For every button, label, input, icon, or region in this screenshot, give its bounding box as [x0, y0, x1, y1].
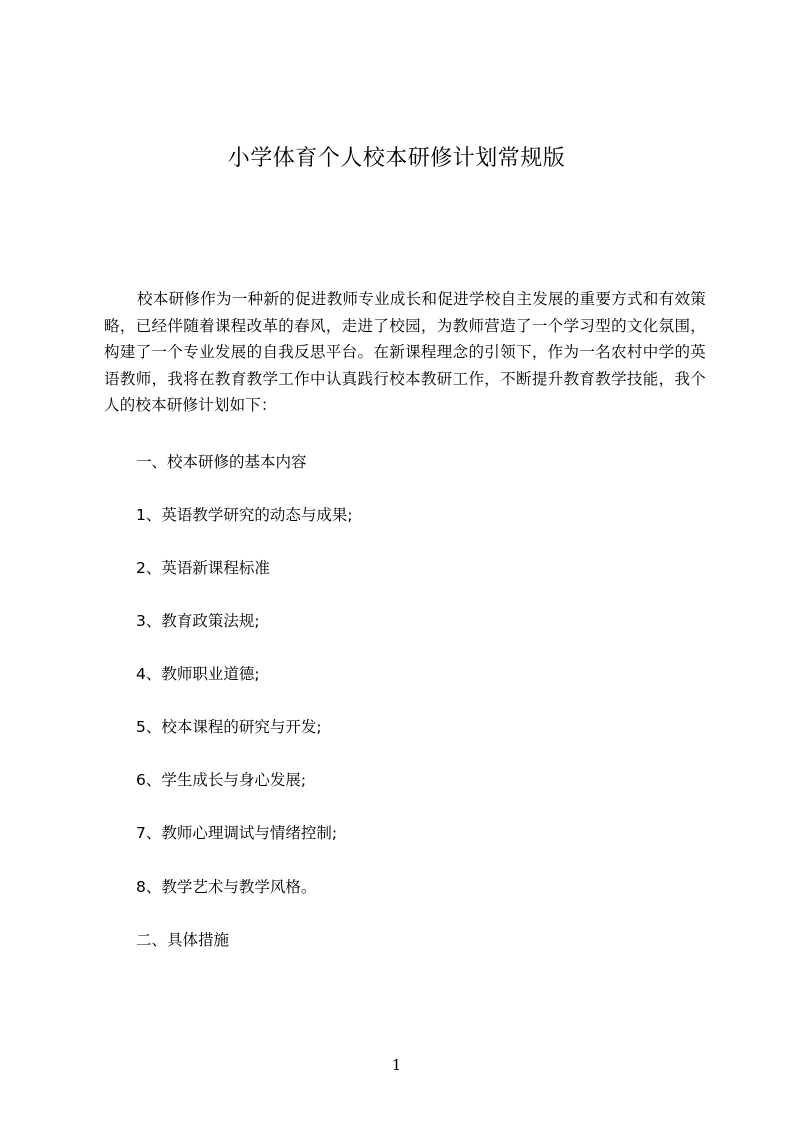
list-item: 7、教师心理调试与情绪控制;	[136, 824, 338, 842]
page-number: 1	[391, 1056, 402, 1074]
list-item: 8、教学艺术与教学风格。	[136, 878, 317, 896]
section-heading-measures: 二、具体措施	[136, 931, 230, 949]
document-title: 小学体育个人校本研修计划常规版	[227, 146, 566, 171]
section-heading-content: 一、校本研修的基本内容	[136, 453, 307, 471]
list-item: 3、教育政策法规;	[136, 612, 260, 630]
list-item: 1、英语教学研究的动态与成果;	[136, 506, 353, 524]
intro-paragraph: 校本研修作为一种新的促进教师专业成长和促进学校自主发展的重要方式和有效策略，已经伴随着课程改革的春风，走进了校园，为教师营造了一个学习型的文化氛围，构建了一个专业发展的自我反思平台。在新课程理念的引领下，作为一名农村中学的英语教师，我将在教育教学工作中认真践行校本教研工作，不断提升教育教学技能，我个人的校本研修计划如下：	[104, 290, 706, 414]
list-item: 6、学生成长与身心发展;	[136, 771, 307, 789]
list-item: 2、英语新课程标准	[136, 559, 270, 577]
list-item: 5、校本课程的研究与开发;	[136, 718, 322, 736]
list-item: 4、教师职业道德;	[136, 665, 260, 683]
